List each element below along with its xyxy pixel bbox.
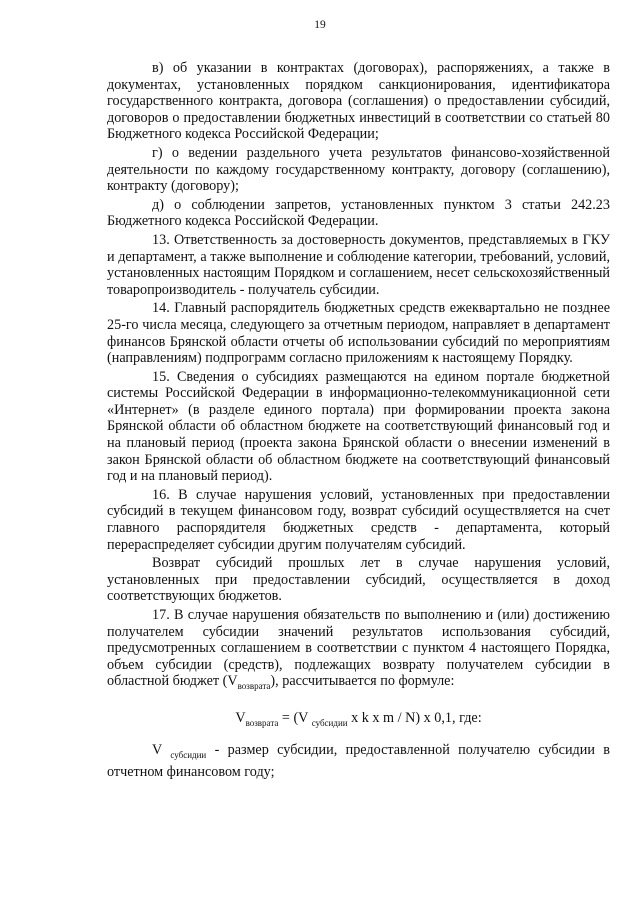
paragraph-13: 13. Ответственность за достоверность документов, представляемых в ГКУ и департамент, а также выполнение и соблюдение категории, требований, условий, установленных настоящим Порядком и соглашением, несет сельскохозяйственный товаропроизводитель - получатель субсидии. xyxy=(107,231,610,298)
formula-rest: x k x m / N) x 0,1, где: xyxy=(347,709,482,726)
definition-v: V xyxy=(152,742,171,759)
definition-v-subscript: субсидии xyxy=(170,750,207,761)
paragraph-d: д) о соблюдении запретов, установленных пунктом 3 статьи 242.23 Бюджетного кодекса Российской Федерации. xyxy=(107,196,610,230)
paragraph-17-subscript: возврата xyxy=(237,681,271,692)
formula-v: V xyxy=(235,709,246,726)
formula xyxy=(107,710,610,731)
paragraph-16: 16. В случае нарушения условий, установленных при предоставлении субсидий в текущем финансовом году, возврат субсидий осуществляется на счет главного распорядителя бюджетных средств - департамента, который перераспределяет субсидии другим получателям субсидий. xyxy=(107,486,610,553)
document-body xyxy=(107,60,610,780)
definition-text: - размер субсидии, предоставленной получателю субсидии в отчетном финансовом году; xyxy=(107,742,610,780)
definition-v-subsidy xyxy=(107,742,610,780)
paragraph-v: в) об указании в контрактах (договорах), распоряжениях, а также в документах, установленных порядком санкционирования, идентификатора государственного контракта, договора (соглашения) о предоставлении субсидий, договоров о предоставлении бюджетных инвестиций в соответствии со статьей 80 Бюджетного кодекса Российской Федерации; xyxy=(107,60,610,143)
paragraph-17-text: 17. В случае нарушения обязательств по выполнению и (или) достижению получателем субсидии значений результатов использования субсидий, предусмотренных соглашением в соответствии с пунктом 4 настоящего Порядка, объем субсидии (средств), подлежащих возврату получателем субсидии в областной бюджет (V xyxy=(107,607,610,690)
formula-v2-subscript: субсидии xyxy=(311,717,348,728)
formula-v-subscript: возврата xyxy=(245,717,279,728)
paragraph-14: 14. Главный распорядитель бюджетных средств ежеквартально не позднее 25-го числа месяца, следующего за отчетным периодом, направляет в департамент финансов Брянской области отчеты об использовании субсидий по мероприятиям (направлениям) подпрограмм согласно приложениям к настоящему Порядку. xyxy=(107,300,610,367)
page-number: 19 xyxy=(314,19,326,31)
formula-eq: = (V xyxy=(278,709,312,726)
paragraph-17-tail: ), рассчитывается по формуле: xyxy=(270,673,455,690)
paragraph-g: г) о ведении раздельного учета результатов финансово-хозяйственной деятельности по каждому государственному контракту, договору (соглашению), контракту (договору); xyxy=(107,144,610,195)
paragraph-16-return: Возврат субсидий прошлых лет в случае нарушения условий, установленных при предоставлении субсидий, осуществляется в доход соответствующих бюджетов. xyxy=(107,555,610,605)
paragraph-15: 15. Сведения о субсидиях размещаются на едином портале бюджетной системы Российской Федерации в информационно-телекоммуникационной сети «Интернет» (в разделе единого портала) при формировании проекта закона Брянской области об областном бюджете на соответствующий финансовый год и на плановый период (проекта закона Брянской области о внесении изменений в закон Брянской области об областном бюджете на соответствующий финансовый год и на плановый период). xyxy=(107,368,610,485)
paragraph-17 xyxy=(107,607,610,695)
